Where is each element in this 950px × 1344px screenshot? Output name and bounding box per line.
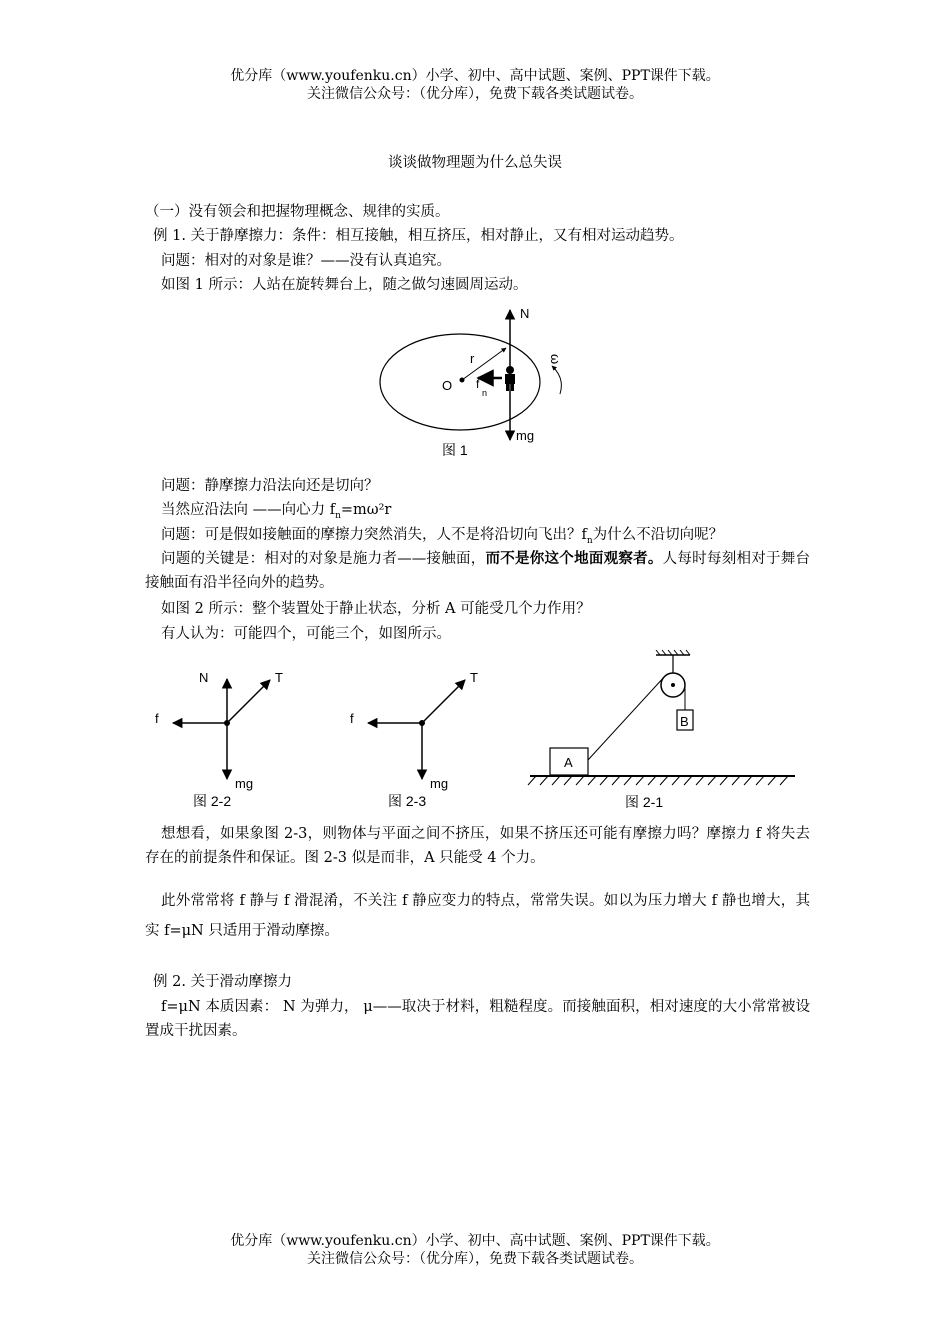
- question-3: 问题：可是假如接触面的摩擦力突然消失，人不是将沿切向飞出？$f_n$为什么不沿切向呢？: [161, 527, 724, 546]
- page-footer: [0, 1232, 950, 1268]
- center-point: [460, 378, 465, 383]
- header-line-1: 优分库（www.youfenku.cn）小学、初中、高中试题、案例、PPT课件下载。: [230, 68, 720, 84]
- figure-1-intro: 如图 1 所示：人站在旋转舞台上，随之做匀速圆周运动。: [161, 277, 528, 293]
- figure-1: [370, 300, 590, 465]
- label-T: T: [470, 670, 478, 685]
- label-n: n: [482, 388, 488, 398]
- figure-2-1: [520, 648, 805, 815]
- label-N: N: [199, 670, 209, 685]
- figure-2-3: [340, 655, 500, 815]
- section-heading: （一）没有领会和把握物理概念、规律的实质。: [145, 204, 450, 220]
- question-2: 问题：静摩擦力沿法向还是切向？: [161, 478, 379, 494]
- footer-line-1: 优分库（www.youfenku.cn）小学、初中、高中试题、案例、PPT课件下载。: [230, 1233, 720, 1249]
- rope-to-A: [588, 676, 665, 760]
- think-paragraph: 想想看，如果象图 2-3，则物体与平面之间不挤压，如果不挤压还可能有摩擦力吗？摩擦力 f 将失去存在的前提条件和保证。图 2-3 似是而非，A 只能受 4 个力。: [145, 826, 810, 866]
- figure-2-1-caption: 图 2-1: [625, 794, 664, 810]
- page-header: [0, 67, 950, 103]
- footer-line-2: 关注微信公众号：（优分库），免费下载各类试题试卷。: [307, 1251, 643, 1267]
- key-point: 问题的关键是：相对的对象是施力者——接触面，而不是你这个地面观察者。人每时每刻相对于舞台接触面有沿半径向外的趋势。: [145, 550, 811, 591]
- label-mg: mg: [430, 776, 449, 791]
- figure-2-2: [145, 655, 305, 815]
- opinion: 有人认为：可能四个，可能三个，如图所示。: [161, 626, 451, 642]
- figure-2-3-caption: 图 2-3: [388, 793, 427, 809]
- point-A: [419, 720, 425, 726]
- answer-2: 当然应沿法向 ——向心力 $f_n=m\omega^2r$: [161, 502, 392, 521]
- example-2-body: f=μN 本质因素： N 为弹力， μ——取决于材料，粗糙程度。而接触面积，相对速度的大小常常被设置成干扰因素。: [145, 999, 810, 1039]
- label-mg: mg: [516, 428, 535, 443]
- figure-2-intro: 如图 2 所示：整个装置处于静止状态，分析 A 可能受几个力作用？: [161, 601, 591, 617]
- T-arrow: [227, 680, 270, 723]
- label-f: f: [350, 711, 354, 726]
- also-paragraph: 此外常常将 f 静与 f 滑混淆，不关注 f 静应变力的特点，常常失误。如以为压力增大 f 静也增大，其实 f=μN 只适用于滑动摩擦。: [145, 893, 810, 939]
- label-omega: ω: [548, 354, 563, 365]
- example-2: 例 2. 关于滑动摩擦力: [153, 974, 293, 990]
- pulley-axle: [671, 683, 675, 687]
- figure-2-2-caption: 图 2-2: [193, 793, 232, 809]
- label-B: B: [680, 714, 689, 729]
- question-1: 问题：相对的对象是谁？——没有认真追究。: [161, 253, 451, 269]
- example-1: 例 1. 关于静摩擦力：条件：相互接触，相互挤压，相对静止，又有相对运动趋势。: [153, 228, 684, 244]
- label-T: T: [275, 670, 283, 685]
- label-f: f: [476, 377, 480, 391]
- rotating-stage-ellipse: [380, 334, 540, 430]
- header-line-2: 关注微信公众号：（优分库），免费下载各类试题试卷。: [307, 86, 643, 102]
- radius-line: [462, 348, 506, 380]
- page-title: 谈谈做物理题为什么总失误: [388, 155, 562, 171]
- rotation-arrow: [552, 366, 561, 394]
- ceiling-support: [656, 650, 690, 673]
- label-O: O: [442, 378, 453, 393]
- label-mg: mg: [235, 776, 254, 791]
- label-A: A: [564, 755, 573, 770]
- T-arrow: [422, 680, 465, 723]
- ground: [528, 776, 795, 785]
- label-r: r: [470, 351, 475, 366]
- point-A: [224, 720, 230, 726]
- label-f: f: [155, 711, 159, 726]
- label-N: N: [520, 306, 530, 321]
- figure-1-caption: 图 1: [442, 442, 468, 458]
